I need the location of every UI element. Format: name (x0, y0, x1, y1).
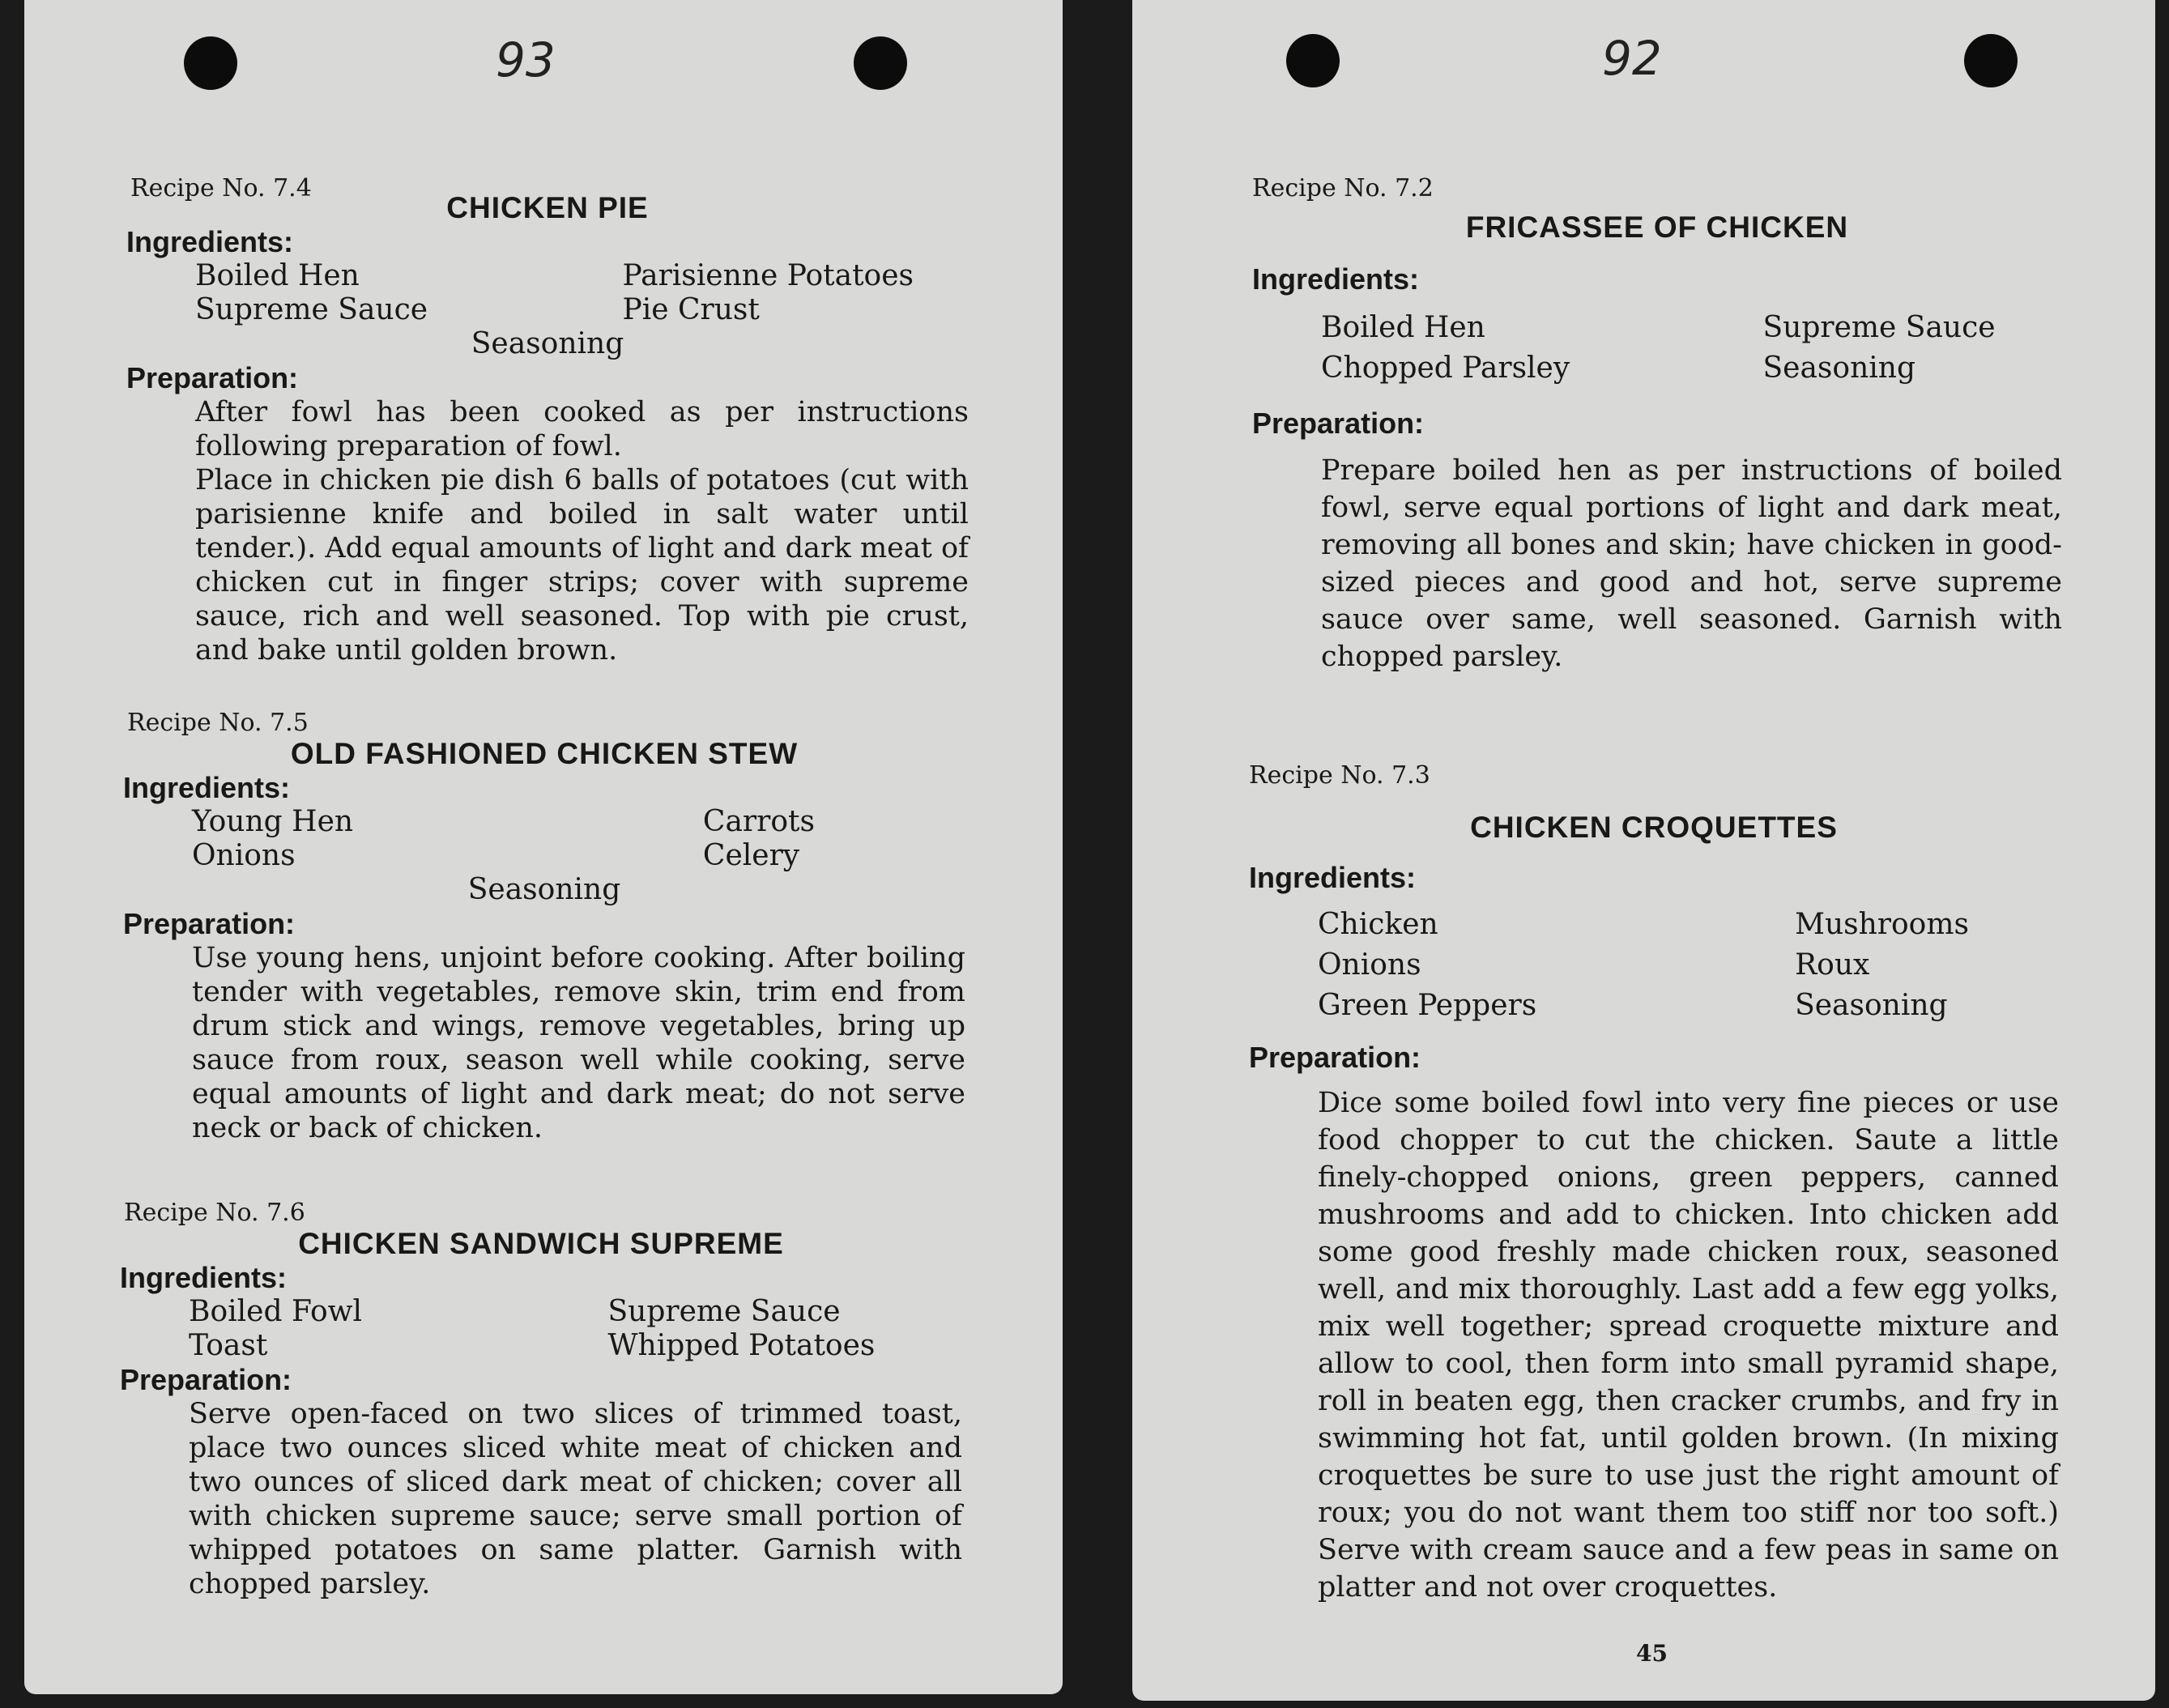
punch-hole (1964, 34, 2018, 87)
recipe-7-4 (126, 174, 969, 667)
preparation-heading: Preparation: (1252, 407, 1425, 440)
recipe-title: CHICKEN PIE (446, 191, 649, 224)
preparation-paragraph: Serve open-faced on two slices of trimmed toast, place two ounces sliced white meat of chicken and two ounces of sliced dark meat of chicken; cover all with chicken supreme sauce; serve small portion of whipped potatoes on same platter. Garnish with chopped parsley. (189, 1398, 962, 1600)
ingredient: Mushrooms (1795, 908, 1969, 941)
recipe-number: Recipe No. 7.3 (1249, 761, 1430, 790)
handwritten-page-mark: 93 (496, 32, 556, 87)
recipe-number: Recipe No. 7.4 (130, 174, 312, 202)
punch-hole (854, 36, 907, 90)
ingredients-heading: Ingredients: (123, 771, 291, 804)
preparation-paragraph: Place in chicken pie dish 6 balls of potatoes (cut with parisienne knife and boiled in salt water until tender.). Add equal amounts of light and dark meat of chicken cut in finger strips; cover with supreme sauce, rich and well seasoned. Top with pie crust, and bake until golden brown. (195, 464, 969, 667)
ingredients-list (1249, 905, 2059, 1026)
ingredient: Carrots (702, 805, 815, 838)
preparation-paragraph: After fowl has been cooked as per instructions following preparation of fowl. (195, 396, 969, 462)
recipe-7-5 (123, 709, 965, 1145)
ingredients-heading: Ingredients: (120, 1261, 288, 1294)
page-number: 45 (1636, 1640, 1668, 1667)
preparation-text (1249, 1084, 2059, 1606)
recipe-title: FRICASSEE OF CHICKEN (1465, 211, 1849, 244)
ingredients-heading: Ingredients: (1252, 262, 1420, 296)
ingredient: Onions (192, 839, 296, 872)
preparation-text (123, 941, 965, 1145)
ingredient: Boiled Hen (195, 259, 360, 292)
ingredient: Parisienne Potatoes (622, 259, 914, 292)
preparation-paragraph: Use young hens, unjoint before cooking. After boiling tender with vegetables, remove skin, trim end from drum stick and wings, remove vegetables, bring up sauce from roux, season well while cooking, serve equal amounts of light and dark meat; do not serve neck or back of chicken. (192, 942, 965, 1144)
ingredient: Celery (702, 839, 800, 872)
ingredient: Toast (189, 1329, 268, 1362)
ingredient: Young Hen (192, 805, 354, 838)
recipe-card-right (1132, 0, 2155, 1701)
recipe-card-left (24, 0, 1063, 1694)
recipe-7-3 (1249, 761, 2059, 1606)
ingredient: Green Peppers (1318, 989, 1537, 1022)
ingredient: Seasoning (1762, 351, 1916, 385)
preparation-text (1252, 452, 2062, 675)
recipe-number: Recipe No. 7.5 (127, 709, 309, 737)
ingredient: Supreme Sauce (1762, 311, 1996, 344)
preparation-heading: Preparation: (120, 1363, 292, 1396)
ingredient: Roux (1795, 948, 1870, 982)
recipe-title: CHICKEN SANDWICH SUPREME (298, 1227, 784, 1260)
ingredient: Boiled Hen (1321, 311, 1485, 344)
handwritten-page-mark: 92 (1602, 31, 1662, 86)
punch-hole (1286, 34, 1340, 87)
ingredient: Supreme Sauce (195, 293, 428, 326)
ingredients-list (1252, 308, 2062, 389)
ingredient: Whipped Potatoes (607, 1329, 876, 1362)
recipe-number: Recipe No. 7.2 (1252, 174, 1434, 202)
ingredients-heading: Ingredients: (1249, 861, 1417, 894)
ingredient: Boiled Fowl (189, 1295, 362, 1328)
recipe-title: CHICKEN CROQUETTES (1470, 811, 1838, 844)
ingredient: Seasoning (1795, 989, 1948, 1022)
ingredient: Seasoning (471, 327, 624, 360)
ingredient: Seasoning (467, 873, 621, 906)
recipe-number: Recipe No. 7.6 (124, 1199, 305, 1227)
preparation-heading: Preparation: (1249, 1041, 1421, 1074)
ingredients-list (126, 259, 969, 327)
ingredients-list (120, 1295, 962, 1363)
preparation-heading: Preparation: (126, 361, 299, 394)
preparation-heading: Preparation: (123, 907, 296, 940)
ingredient: Chicken (1318, 908, 1438, 941)
ingredient: Supreme Sauce (607, 1295, 841, 1328)
ingredients-list (123, 805, 965, 873)
preparation-paragraph: Dice some boiled fowl into very fine pieces or use food chopper to cut the chicken. Saute a little finely-chopped onions, green peppers, canned mushrooms and add to chicken. Into chicken add some good freshly made chicken roux, seasoned well, and mix thoroughly. Last add a few egg yolks, mix well together; spread croquette mixture and allow to cool, then form into small pyramid shape, roll in beaten egg, then cracker crumbs, and fry in swimming hot fat, until golden brown. (In mixing croquettes be sure to use just the right amount of roux; you do not want them too stiff nor too soft.) Serve with cream sauce and a few peas in same on platter and not over croquettes. (1318, 1087, 2059, 1604)
recipe-title: OLD FASHIONED CHICKEN STEW (290, 737, 799, 770)
preparation-text (126, 395, 969, 667)
ingredient: Chopped Parsley (1321, 351, 1570, 385)
ingredient: Pie Crust (622, 293, 760, 326)
recipe-7-2 (1252, 174, 2062, 675)
preparation-text (120, 1397, 962, 1601)
recipe-7-6 (120, 1199, 962, 1601)
preparation-paragraph: Prepare boiled hen as per instructions of boiled fowl, serve equal portions of light and dark meat, removing all bones and skin; have chicken in good-sized pieces and good and hot, serve supreme sauce over same, well seasoned. Garnish with chopped parsley. (1321, 454, 2062, 673)
ingredients-heading: Ingredients: (126, 225, 294, 258)
ingredient: Onions (1318, 948, 1421, 982)
punch-hole (184, 36, 237, 90)
